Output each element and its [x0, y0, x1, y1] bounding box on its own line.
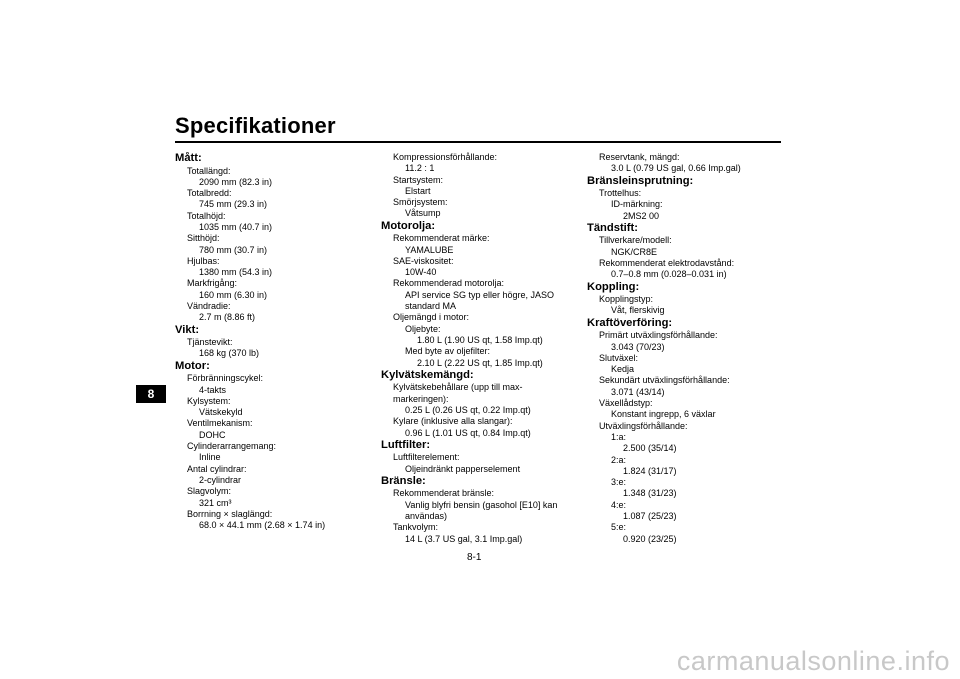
spec-line: Med byte av oljefilter: [405, 346, 491, 357]
spec-line: 14 L (3.7 US gal, 3.1 Imp.gal) [405, 533, 523, 544]
spec-line: NGK/CR8E [611, 246, 658, 257]
spec-line: Kylare (inklusive alla slangar): [393, 416, 513, 427]
spec-line: Sitthöjd: [187, 233, 220, 244]
spec-line: 2.10 L (2.22 US qt, 1.85 Imp.qt) [417, 357, 543, 368]
spec-line: DOHC [199, 429, 226, 440]
section-heading: Koppling: [587, 280, 640, 293]
spec-line: 1380 mm (54.3 in) [199, 267, 273, 278]
section-heading: Vikt: [175, 323, 200, 336]
title-rule [175, 141, 781, 143]
spec-line: 0.920 (23/25) [623, 533, 677, 544]
spec-line: Vändradie: [187, 301, 231, 312]
spec-line: Inline [199, 452, 221, 463]
spec-line: 1.348 (31/23) [623, 488, 677, 499]
spec-line: 10W-40 [405, 267, 437, 278]
spec-line: 168 kg (370 lb) [199, 348, 260, 359]
spec-line: Primärt utväxlingsförhållande: [599, 330, 718, 341]
spec-line: 2090 mm (82.3 in) [199, 176, 273, 187]
spec-line: Kopplingstyp: [599, 294, 654, 305]
spec-line: Oljebyte: [405, 323, 441, 334]
spec-line: Smörjsystem: [393, 197, 448, 208]
spec-line: 4-takts [199, 384, 227, 395]
spec-line: Slagvolym: [187, 486, 232, 497]
spec-line: Rekommenderat märke: [393, 233, 490, 244]
spec-line: markeringen): [393, 393, 449, 404]
spec-line: 5:e: [611, 522, 627, 533]
spec-line: Oljeindränkt papperselement [405, 463, 521, 474]
spec-line: 1.824 (31/17) [623, 465, 677, 476]
page-title: Specifikationer [175, 113, 336, 138]
spec-line: Cylinderarrangemang: [187, 441, 277, 452]
chapter-tab: 8 [136, 385, 166, 403]
spec-line: Oljemängd i motor: [393, 312, 470, 323]
spec-line: Totallängd: [187, 165, 231, 176]
spec-line: Rekommenderat bränsle: [393, 488, 495, 499]
spec-line: Markfrigång: [187, 278, 238, 289]
spec-line: 3:e: [611, 477, 627, 488]
spec-line: 3.071 (43/14) [611, 386, 665, 397]
spec-line: 0.7–0.8 mm (0.028–0.031 in) [611, 269, 727, 280]
spec-line: Tankvolym: [393, 522, 439, 533]
spec-line: 2:a: [611, 454, 627, 465]
watermark: carmanualsonline.info [676, 646, 950, 676]
spec-line: Rekommenderad motorolja: [393, 278, 505, 289]
spec-line: Kylsystem: [187, 395, 231, 406]
spec-line: 2.500 (35/14) [623, 443, 677, 454]
section-heading: Kylvätskemängd: [381, 368, 474, 381]
spec-line: Luftfilterelement: [393, 452, 460, 463]
spec-column-3 [587, 152, 782, 545]
spec-line: 2MS2 00 [623, 210, 660, 221]
spec-line: 4:e: [611, 499, 627, 510]
spec-line: 745 mm (29.3 in) [199, 199, 268, 210]
spec-line: Kompressionsförhållande: [393, 152, 498, 162]
spec-line: 11.2 : 1 [405, 163, 435, 174]
section-heading: Luftfilter: [381, 438, 431, 451]
spec-line: Vanlig blyfri bensin (gasohol [E10] kan [405, 499, 558, 510]
section-heading: Bränsle: [381, 474, 426, 487]
spec-line: Kedja [611, 364, 635, 375]
spec-line: Totalbredd: [187, 188, 232, 199]
spec-line: 1035 mm (40.7 in) [199, 221, 273, 232]
spec-line: ID-märkning: [611, 199, 663, 210]
spec-line: Våt, flerskivig [611, 305, 665, 316]
spec-line: 68.0 × 44.1 mm (2.68 × 1.74 in) [199, 520, 326, 531]
spec-line: standard MA [405, 301, 457, 312]
spec-line: Rekommenderat elektrodavstånd: [599, 258, 735, 269]
spec-line: Totalhöjd: [187, 210, 226, 221]
spec-line: 2.7 m (8.86 ft) [199, 312, 256, 323]
spec-line: Sekundärt utväxlingsförhållande: [599, 375, 730, 386]
spec-line: Reservtank, mängd: [599, 152, 680, 162]
spec-line: 1:a: [611, 431, 627, 442]
spec-column-1 [175, 152, 365, 531]
spec-line: 1.087 (25/23) [623, 511, 677, 522]
spec-line: 3.0 L (0.79 US gal, 0.66 Imp.gal) [611, 163, 741, 174]
spec-line: Våtsump [405, 208, 441, 219]
spec-line: Slutväxel: [599, 352, 639, 363]
spec-line: Hjulbas: [187, 255, 220, 266]
spec-line: SAE-viskositet: [393, 255, 454, 266]
spec-line: 1.80 L (1.90 US qt, 1.58 Imp.qt) [417, 334, 543, 345]
spec-line: YAMALUBE [405, 244, 454, 255]
spec-line: användas) [405, 511, 448, 522]
spec-line: 0.96 L (1.01 US qt, 0.84 Imp.qt) [405, 427, 531, 438]
spec-line: Konstant ingrepp, 6 växlar [611, 409, 716, 420]
spec-line: 321 cm³ [199, 497, 232, 508]
section-heading: Motor: [175, 359, 210, 372]
section-heading: Kraftöverföring: [587, 316, 673, 329]
section-heading: Motorolja: [381, 219, 436, 232]
spec-column-2 [381, 152, 573, 545]
spec-line: Borrning × slaglängd: [187, 508, 273, 519]
spec-line: Ventilmekanism: [187, 418, 253, 429]
spec-line: Elstart [405, 185, 431, 196]
spec-line: 3.043 (70/23) [611, 341, 665, 352]
spec-line: 160 mm (6.30 in) [199, 289, 268, 300]
spec-line: Startsystem: [393, 174, 444, 185]
spec-line: Växellådstyp: [599, 398, 653, 409]
spec-line: Trottelhus: [599, 188, 642, 199]
spec-line: Tjänstevikt: [187, 337, 233, 348]
section-heading: Tändstift: [587, 221, 638, 234]
spec-line: 780 mm (30.7 in) [199, 244, 268, 255]
section-heading: Mått: [175, 152, 202, 164]
spec-line: Tillverkare/modell: [599, 235, 672, 246]
page-number: 8-1 [467, 552, 482, 563]
spec-line: Kylvätskebehållare (upp till max- [393, 382, 523, 393]
section-heading: Bränsleinsprutning: [587, 174, 694, 187]
spec-line: Antal cylindrar: [187, 463, 247, 474]
spec-line: Utväxlingsförhållande: [599, 420, 688, 431]
spec-line: 0.25 L (0.26 US qt, 0.22 Imp.qt) [405, 404, 531, 415]
spec-line: Vätskekyld [199, 407, 243, 418]
spec-line: API service SG typ eller högre, JASO [405, 289, 555, 300]
spec-line: Förbränningscykel: [187, 373, 264, 384]
spec-line: 2-cylindrar [199, 474, 242, 485]
